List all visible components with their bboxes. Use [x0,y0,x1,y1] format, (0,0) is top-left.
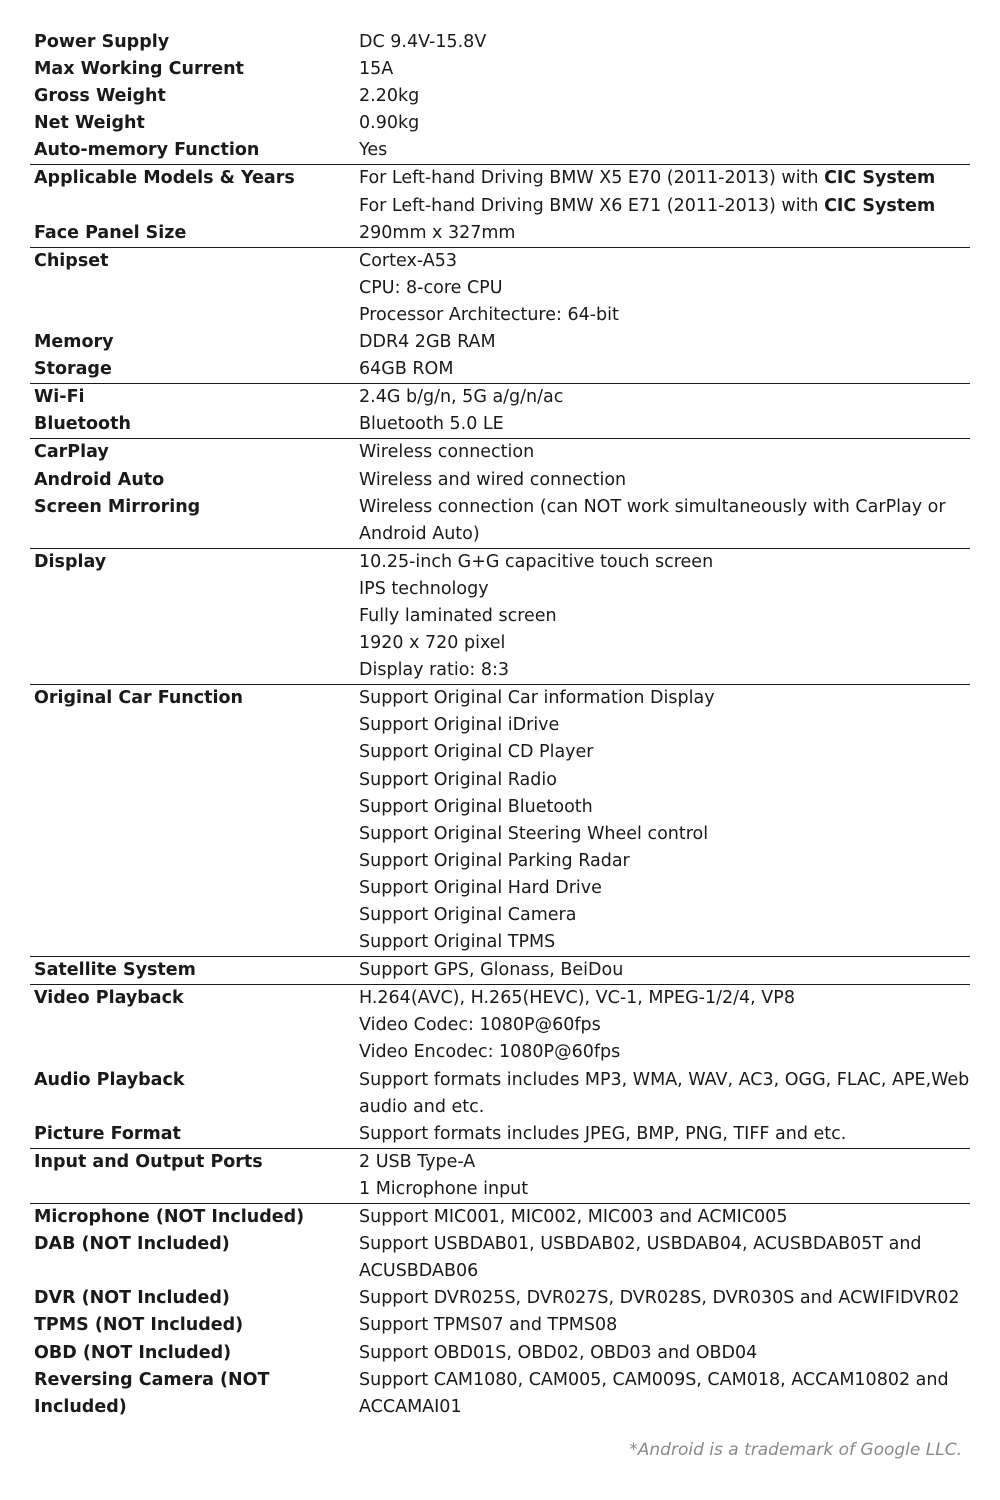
spec-label: Auto-memory Function [34,140,260,161]
spec-value [359,985,970,1066]
spec-value-line: Android Auto) [359,523,480,544]
spec-row [30,137,970,164]
spec-label: DVR (NOT Included) [34,1288,230,1309]
spec-row [30,1231,970,1285]
spec-value-line: Support Original Car information Display [359,688,715,709]
spec-group [30,165,970,247]
spec-value [359,1067,970,1121]
spec-row [30,248,970,329]
spec-group [30,248,970,384]
spec-value [359,685,970,956]
spec-row [30,110,970,137]
spec-value-line: 10.25-inch G+G capacitive touch screen [359,551,714,572]
spec-row [30,1149,970,1203]
spec-value-line: 2 USB Type-A [359,1151,476,1172]
spec-label: Bluetooth [34,414,131,435]
spec-value [359,329,970,356]
spec-label: CarPlay [34,442,109,463]
spec-row [30,985,970,1066]
spec-value-line: Support DVR025S, DVR027S, DVR028S, DVR030S and ACWIFIDVR02 [359,1288,960,1309]
spec-value-line: Wireless connection (can NOT work simultaneously with CarPlay or [359,496,946,517]
spec-value [359,549,970,684]
spec-group [30,685,970,957]
spec-group [30,549,970,685]
spec-table [30,29,970,1421]
spec-value [359,1285,970,1312]
spec-value-line: Support OBD01S, OBD02, OBD03 and OBD04 [359,1342,758,1363]
spec-label: Video Playback [34,988,184,1009]
spec-row [30,957,970,984]
spec-value-line: Cortex-A53 [359,250,457,271]
spec-row [30,467,970,494]
spec-row [30,1312,970,1339]
spec-value-line: ACCAMAI01 [359,1396,462,1417]
spec-value-line [359,193,970,220]
spec-label: Android Auto [34,469,165,490]
spec-row [30,685,970,956]
spec-value-line: Processor Architecture: 64-bit [359,304,619,325]
spec-value [359,248,970,329]
spec-label: DAB (NOT Included) [34,1234,230,1255]
spec-value-line: Video Codec: 1080P@60fps [359,1015,601,1036]
spec-row [30,165,970,219]
spec-value-line: Fully laminated screen [359,605,557,626]
spec-value-line: 2.4G b/g/n, 5G a/g/n/ac [359,387,564,408]
spec-row [30,329,970,356]
spec-value-line: 64GB ROM [359,359,454,380]
spec-label: Storage [34,359,112,380]
spec-value-line: Support TPMS07 and TPMS08 [359,1315,618,1336]
spec-label: Net Weight [34,113,145,134]
trademark-footnote: *Android is a trademark of Google LLC. [629,1440,962,1460]
spec-row [30,1367,970,1421]
spec-value-line: Support USBDAB01, USBDAB02, USBDAB04, ACUSBDAB05T and [359,1234,922,1255]
spec-value [359,356,970,383]
spec-row [30,356,970,383]
spec-group [30,439,970,548]
spec-value-line: 290mm x 327mm [359,222,516,243]
spec-value [359,494,970,548]
spec-group [30,384,970,439]
spec-value-line: Support Original Bluetooth [359,796,593,817]
spec-label: Input and Output Ports [34,1151,263,1172]
spec-value-line: Display ratio: 8:3 [359,660,510,681]
spec-row [30,83,970,110]
spec-row [30,439,970,466]
spec-group [30,957,970,985]
spec-value-text: For Left-hand Driving BMW X5 E70 (2011-2013) with [359,168,825,189]
spec-value-line: Support MIC001, MIC002, MIC003 and ACMIC005 [359,1207,788,1228]
spec-value-line: 1920 x 720 pixel [359,633,506,654]
spec-label: Audio Playback [34,1069,185,1090]
spec-value-line: audio and etc. [359,1096,485,1117]
spec-row [30,384,970,411]
spec-row [30,1204,970,1231]
spec-label: Max Working Current [34,59,244,80]
spec-value-line: Bluetooth 5.0 LE [359,414,504,435]
spec-value [359,110,970,137]
spec-label: Face Panel Size [34,222,187,243]
spec-row [30,220,970,247]
spec-value [359,1204,970,1231]
spec-value [359,220,970,247]
spec-value [359,165,970,219]
spec-value [359,384,970,411]
spec-value-line: Video Encodec: 1080P@60fps [359,1042,621,1063]
spec-value-line: Wireless connection [359,442,535,463]
spec-value-line: Support Original Parking Radar [359,850,630,871]
spec-value-line [359,165,970,192]
spec-label: Chipset [34,250,109,271]
spec-value [359,957,970,984]
spec-group [30,985,970,1149]
spec-row [30,494,970,548]
spec-value-line: ACUSBDAB06 [359,1261,479,1282]
spec-value-line: Support Original Steering Wheel control [359,823,709,844]
spec-value [359,29,970,56]
spec-row [30,1285,970,1312]
spec-value-line: Support Original Camera [359,905,577,925]
spec-value-line: 2.20kg [359,86,420,107]
spec-value [359,56,970,83]
spec-value-emphasis: CIC System [824,168,936,189]
spec-value-line: DC 9.4V-15.8V [359,32,487,52]
spec-value-line: 1 Microphone input [359,1178,529,1199]
spec-group [30,29,970,165]
spec-row [30,29,970,56]
spec-value-line: H.264(AVC), H.265(HEVC), VC-1, MPEG-1/2/4, VP8 [359,988,795,1009]
spec-value-line: Support CAM1080, CAM005, CAM009S, CAM018, ACCAM10802 and [359,1369,949,1390]
spec-label: Screen Mirroring [34,496,201,517]
spec-value-line: Support Original TPMS [359,932,556,953]
spec-label: Memory [34,332,114,353]
spec-value-line: 15A [359,59,394,80]
spec-value-line: 0.90kg [359,113,420,134]
spec-value [359,1312,970,1339]
spec-value-line: Support Original Hard Drive [359,877,602,898]
spec-label: OBD (NOT Included) [34,1342,232,1363]
spec-label: Satellite System [34,960,196,981]
spec-value-line: Wireless and wired connection [359,469,627,490]
spec-label: Reversing Camera (NOT Included) [34,1369,270,1417]
spec-row [30,56,970,83]
spec-value-line: Support Original iDrive [359,715,560,736]
spec-value-line: Support GPS, Glonass, BeiDou [359,960,624,981]
spec-row [30,1067,970,1121]
spec-value-line: Support formats includes MP3, WMA, WAV, AC3, OGG, FLAC, APE,Web [359,1069,970,1090]
spec-value-line: DDR4 2GB RAM [359,332,496,353]
spec-value [359,439,970,466]
spec-row [30,549,970,684]
spec-label: Picture Format [34,1123,181,1144]
spec-value [359,1121,970,1148]
spec-value-emphasis: CIC System [824,195,936,216]
spec-value-line: Support Original Radio [359,769,557,790]
spec-value [359,1149,970,1203]
spec-row [30,411,970,438]
spec-label: Power Supply [34,32,170,52]
spec-group [30,1149,970,1204]
spec-value [359,83,970,110]
spec-label: Display [34,551,107,572]
spec-value-line: Support Original CD Player [359,742,594,763]
spec-value [359,411,970,438]
spec-label: Gross Weight [34,86,166,107]
spec-value [359,1340,970,1367]
spec-value-line: Yes [359,140,388,161]
spec-value-line: Support formats includes JPEG, BMP, PNG, TIFF and etc. [359,1123,847,1144]
spec-group [30,1204,970,1421]
spec-value [359,137,970,164]
spec-row [30,1121,970,1148]
spec-value-line: IPS technology [359,578,489,599]
spec-label: Applicable Models & Years [34,168,295,189]
spec-value-text: For Left-hand Driving BMW X6 E71 (2011-2013) with [359,195,825,216]
spec-row [30,1340,970,1367]
spec-value [359,1231,970,1285]
spec-label: Original Car Function [34,688,243,709]
spec-value [359,467,970,494]
spec-label: TPMS (NOT Included) [34,1315,244,1336]
spec-label: Wi-Fi [34,387,85,408]
spec-value [359,1367,970,1421]
spec-value-line: CPU: 8-core CPU [359,277,503,298]
spec-label: Microphone (NOT Included) [34,1207,305,1228]
